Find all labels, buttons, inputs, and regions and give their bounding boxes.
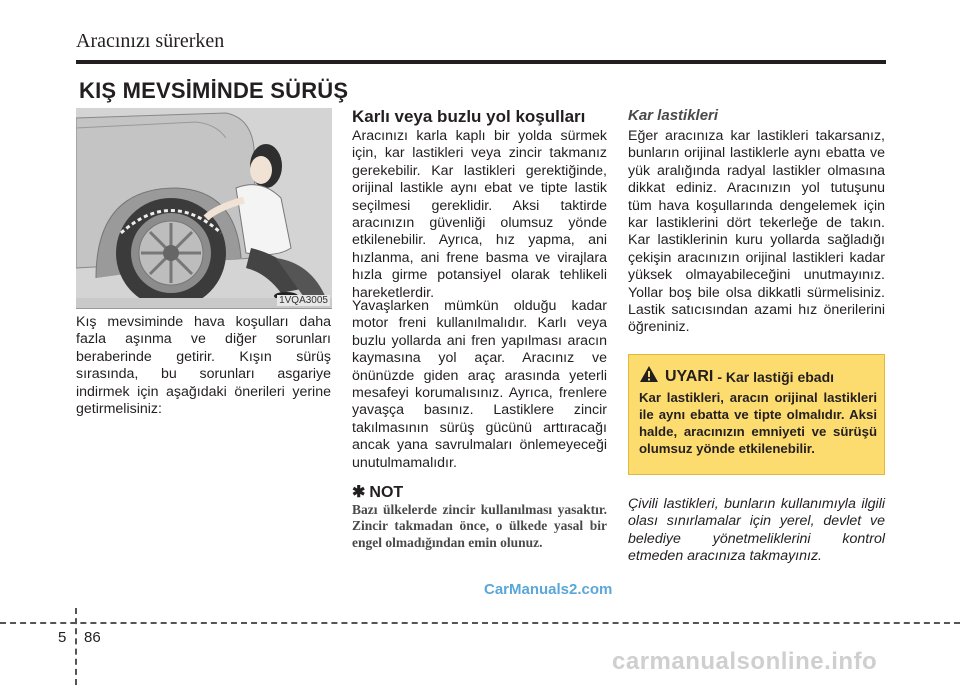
section-title: KIŞ MEVSİMİNDE SÜRÜŞ: [79, 78, 349, 103]
warning-title: [639, 365, 834, 388]
warning-label: UYARI: [665, 367, 714, 385]
tire-chain-illustration: [76, 108, 332, 309]
site-watermark: carmanualsonline.info: [612, 648, 878, 675]
warning-subtitle: - Kar lastiği ebadı: [717, 368, 835, 385]
watermark-link[interactable]: CarManuals2.com: [484, 581, 613, 598]
warning-box: [628, 354, 885, 475]
header-rule: [76, 60, 886, 64]
chapter-number: 5: [58, 629, 67, 646]
running-header: Aracınızı sürerken: [76, 30, 225, 52]
heading-snow-tires: Kar lastikleri: [628, 107, 719, 124]
warning-triangle-icon: [639, 365, 659, 388]
footer-rule: [0, 622, 960, 624]
snow-tires-paragraph: Eğer aracınıza kar lastikleri takarsanız, bunların orijinal lastiklerle aynı ebatta ve yük aralığında radyal lastikler olmasına dikkat ediniz. Aracınızın yol tutuşunu tüm hava koşullarında dengelemek için kar lastiklerini dört tekerleğe de takın. Kar lastiklerinin kuru yollarda sağladığı çekişin aracınızın orijinal lastikleri kadar yüksek olmayabileceğini unutmayınız. Yollar boş bile olsa dikkatli sürmelisiniz. Lastik satıcısından azami hız önerilerini öğreniniz.: [628, 128, 885, 336]
heading-snowy-roads: Karlı veya buzlu yol koşulları: [352, 107, 586, 126]
note-text: Bazı ülkelerde zincir kullanılması yasaktır. Zincir takmadan önce, o ülkede yasal bir engel olmadığından emin olunuz.: [352, 502, 607, 550]
snowy-roads-paragraph-2: Yavaşlarken mümkün olduğu kadar motor freni kullanılmalıdır. Karlı veya buzlu yollarda ani fren yapılması aracın kaymasına yol açar. Aracınız ve önünüzde giden araç arasında yeterli mesafeyi korumalısınız. Ayrıca, frenlere yavaşça basınız. Lastiklere zincir takılmasının sürüş gücünü arttıracağı ancak yana savrulmaları önlemeyeceği unutulmamalıdır.: [352, 298, 607, 471]
page-number: 86: [84, 629, 101, 646]
star-icon: ✱: [352, 484, 366, 501]
snowy-roads-paragraph-1: Aracınızı karla kaplı bir yolda sürmek için, kar lastikleri veya zincir takmanız gerekebilir. Kar lastikleri gerektiğinde, orijinal lastikle aynı ebat ve tipte lastik seçilmesi gereklidir. Aksi taktirde aracınızın güvenliği olumsuz yönde etkilenebilir. Ayrıca, hız yapma, ani hızlanma, ani frene basma ve virajlara hızla girme potansiyel olarak tehlikeli hareketlerdir.: [352, 128, 607, 301]
note-heading: [352, 482, 403, 502]
studded-tires-paragraph: Çivili lastikleri, bunların kullanımıyla ilgili olası sınırlamalar için yerel, devlet ve belediye yönetmeliklerini kontrol etmeden aracınıza takmayınız.: [628, 496, 885, 565]
footer-divider: [75, 608, 77, 685]
intro-paragraph: Kış mevsiminde hava koşulları daha fazla aşınma ve diğer sorunları beraberinde getirir. Kışın sürüş sırasında, bu sorunları asgariye indirmek için aşağıdaki önerileri yerine getirmelisiniz:: [76, 314, 331, 418]
note-label: NOT: [369, 484, 404, 501]
woman-installing-tire-chain-illustration: [76, 108, 332, 308]
warning-text: Kar lastikleri, aracın orijinal lastikleri ile aynı ebatta ve tipte olmalıdır. Aksi halde, aracınızın emniyeti ve sürüşü olumsuz yönde etkilenebilir.: [639, 390, 877, 456]
figure-code: 1VQA3005: [279, 295, 328, 306]
